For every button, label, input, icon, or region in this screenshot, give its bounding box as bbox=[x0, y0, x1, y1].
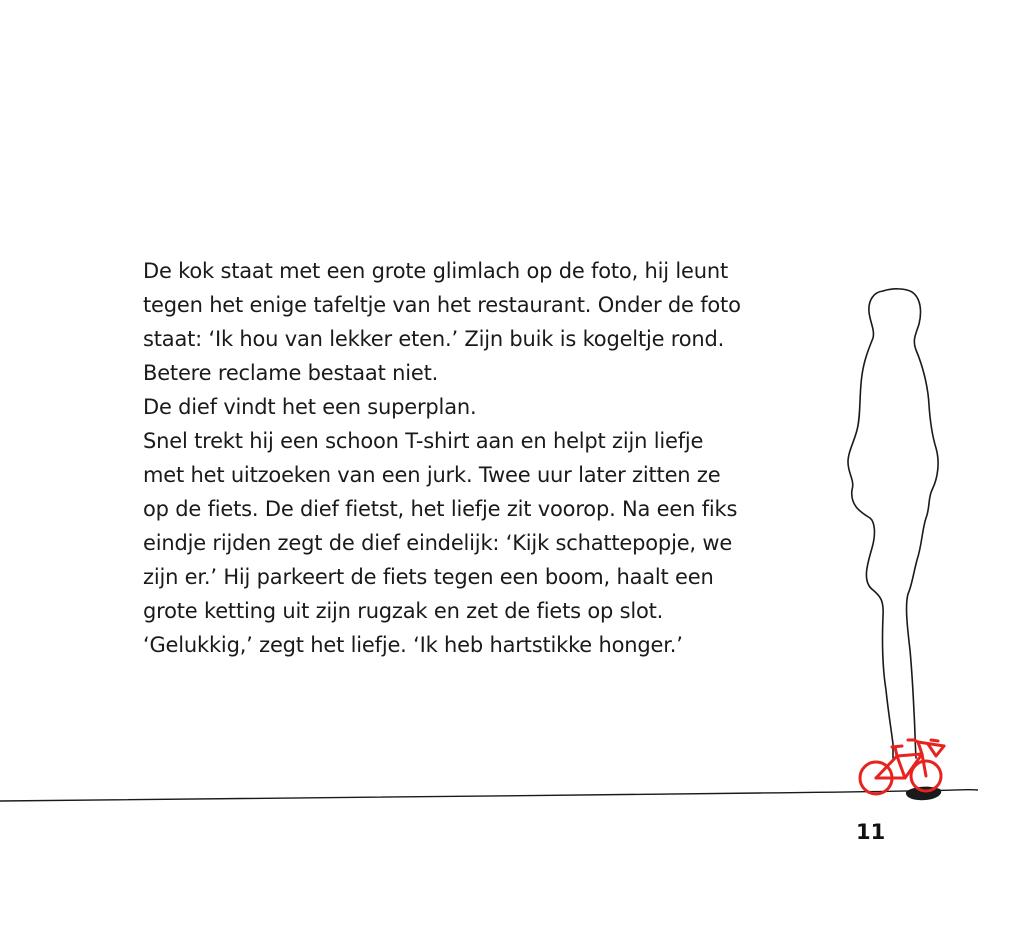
page-number: 11 bbox=[856, 820, 886, 844]
story-line: op de fiets. De dief fietst, het liefje zit voorop. Na een fiks bbox=[143, 497, 738, 521]
woman-silhouette-icon bbox=[848, 289, 938, 758]
story-line: met het uitzoeken van een jurk. Twee uur later zitten ze bbox=[143, 463, 721, 487]
story-line: eindje rijden zegt de dief eindelijk: ‘Kijk schattepopje, we bbox=[143, 531, 733, 555]
story-line: grote ketting uit zijn rugzak en zet de fiets op slot. bbox=[143, 599, 664, 623]
story-line: De dief vindt het een superplan. bbox=[143, 395, 477, 419]
story-line: zijn er.’ Hij parkeert de fiets tegen een boom, haalt een bbox=[143, 565, 714, 589]
story-line: Snel trekt hij een schoon T-shirt aan en helpt zijn liefje bbox=[143, 429, 704, 453]
story-line: tegen het enige tafeltje van het restaurant. Onder de foto bbox=[143, 293, 741, 317]
ground-line bbox=[0, 790, 978, 801]
story-line: De kok staat met een grote glimlach op de foto, hij leunt bbox=[143, 259, 728, 283]
story-line: ‘Gelukkig,’ zegt het liefje. ‘Ik heb hartstikke honger.’ bbox=[143, 633, 683, 657]
story-line: Betere reclame bestaat niet. bbox=[143, 361, 439, 385]
story-line: staat: ‘Ik hou van lekker eten.’ Zijn buik is kogeltje rond. bbox=[143, 327, 725, 351]
bicycle-icon bbox=[860, 740, 944, 794]
